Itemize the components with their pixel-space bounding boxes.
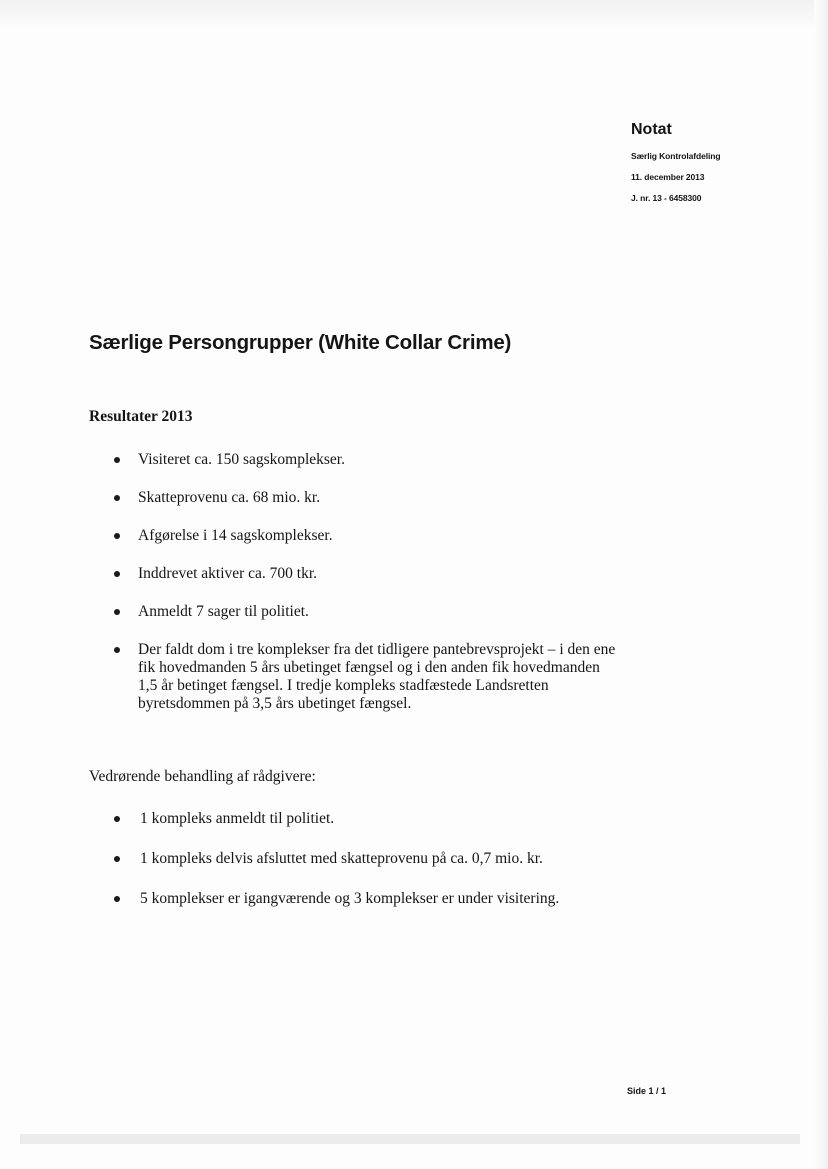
bullet-icon <box>114 457 120 463</box>
list-item <box>114 565 623 583</box>
advisors-list <box>114 810 610 930</box>
list-item-text: Inddrevet aktiver ca. 700 tkr. <box>138 565 318 582</box>
list-item-text: Anmeldt 7 sager til politiet. <box>138 603 309 620</box>
scan-shadow-right <box>814 0 828 1169</box>
results-heading: Resultater 2013 <box>89 408 193 425</box>
department-name: Særlig Kontrolafdeling <box>631 151 721 161</box>
list-item-text: 1 kompleks anmeldt til politiet. <box>140 810 335 827</box>
list-item-text: Der faldt dom i tre komplekser fra det tidligere pantebrevsprojekt – i den ene fik hovedmanden 5 års ubetinget fængsel og i den anden fik hovedmanden 1,5 år betinget fængsel. I tredje kompleks stadfæstede Landsretten byretsdommen på 3,5 års ubetinget fængsel. <box>138 641 616 712</box>
memo-date: 11. december 2013 <box>631 172 705 182</box>
page-number: Side 1 / 1 <box>627 1086 667 1096</box>
bullet-icon <box>114 856 120 862</box>
document-title: Særlige Persongrupper (White Collar Crime) <box>89 331 512 354</box>
list-item <box>114 527 623 545</box>
bullet-icon <box>114 533 120 539</box>
list-item-text: 5 komplekser er igangværende og 3 komplekser er under visitering. <box>140 890 560 907</box>
memo-header <box>631 121 720 214</box>
list-item <box>114 810 610 828</box>
bullet-icon <box>114 571 120 577</box>
memo-label: Notat <box>631 121 672 138</box>
list-item <box>114 641 623 713</box>
advisors-heading: Vedrørende behandling af rådgivere: <box>89 768 316 785</box>
journal-number: J. nr. 13 - 6458300 <box>631 193 702 203</box>
bullet-icon <box>114 495 120 501</box>
list-item-text: Visiteret ca. 150 sagskomplekser. <box>138 451 345 468</box>
bullet-icon <box>114 896 120 902</box>
bullet-icon <box>114 647 120 653</box>
scan-shadow-bottom <box>20 1134 800 1144</box>
list-item <box>114 489 623 507</box>
list-item-text: Afgørelse i 14 sagskomplekser. <box>138 527 333 544</box>
scan-shadow-top <box>0 0 828 30</box>
list-item <box>114 850 610 868</box>
bullet-icon <box>114 816 120 822</box>
list-item <box>114 890 610 908</box>
list-item-text: 1 kompleks delvis afsluttet med skatteprovenu på ca. 0,7 mio. kr. <box>140 850 543 867</box>
list-item <box>114 603 623 621</box>
list-item-text: Skatteprovenu ca. 68 mio. kr. <box>138 489 321 506</box>
bullet-icon <box>114 609 120 615</box>
results-list <box>114 451 623 733</box>
list-item <box>114 451 623 469</box>
